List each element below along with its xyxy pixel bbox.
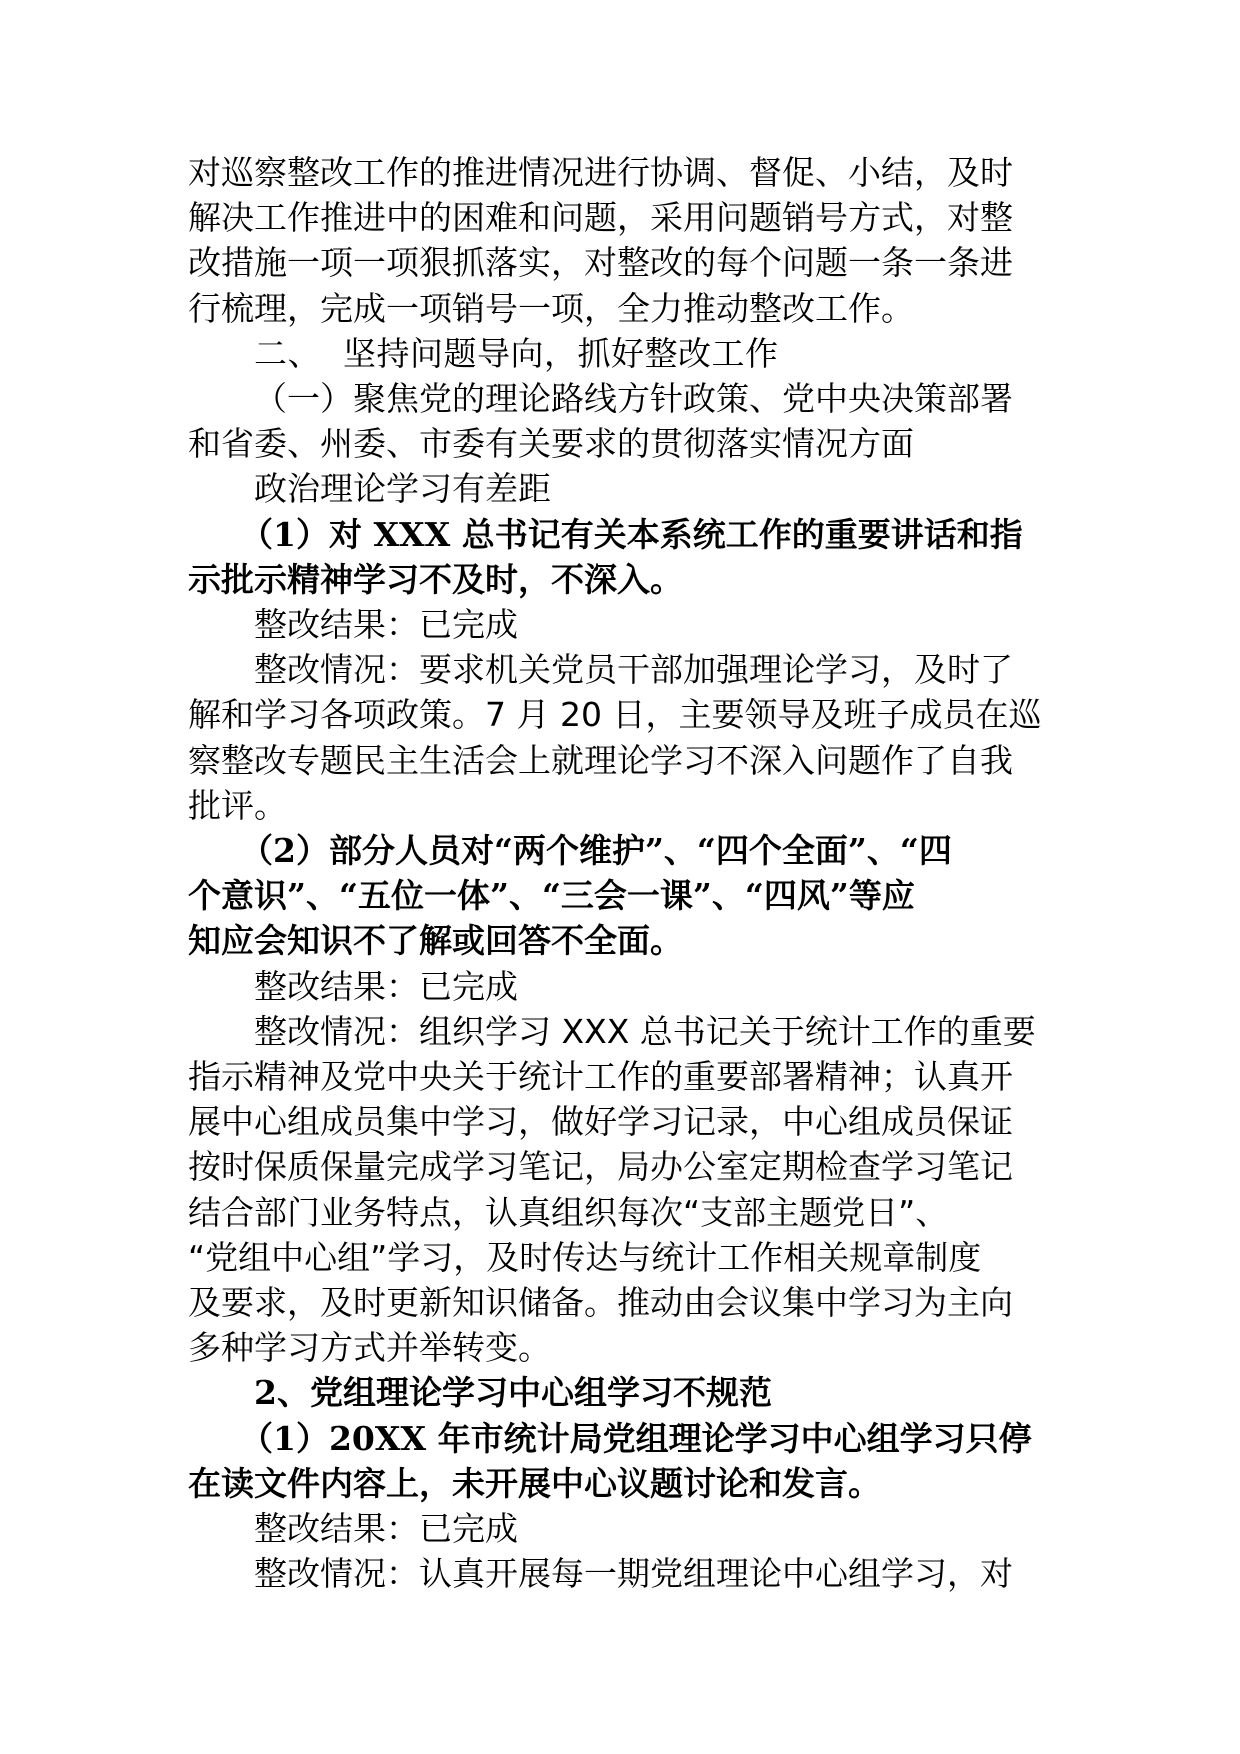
text-line: 知应会知识不了解或回答不全面。 [188, 921, 683, 961]
section-heading [188, 331, 1054, 376]
body-paragraph [188, 647, 1054, 828]
subsection-heading [188, 376, 1054, 466]
text-line: 整改结果：已完成 [254, 1509, 518, 1549]
text-line: 解和学习各项政策。7 月 20 日，主要领导及班子成员在巡 [188, 695, 1042, 735]
result-line [188, 602, 1054, 647]
issue-heading [188, 828, 1054, 964]
issue-heading [188, 1416, 1054, 1506]
text-line: 个意识”、“五位一体”、“三会一课”、“四风”等应 [188, 876, 915, 916]
text-line: 和省委、州委、市委有关要求的贯彻落实情况方面 [188, 424, 914, 464]
topic-heading [188, 1370, 1054, 1415]
text-line: “党组中心组”学习，及时传达与统计工作相关规章制度 [188, 1237, 982, 1277]
text-line: 展中心组成员集中学习，做好学习记录，中心组成员保证 [188, 1102, 1013, 1142]
text-line: 政治理论学习有差距 [254, 469, 551, 509]
text-line: 批评。 [188, 785, 287, 825]
text-line: 对巡察整改工作的推进情况进行协调、督促、小结，及时 [188, 153, 1013, 192]
text-line: 二、 坚持问题导向，抓好整改工作 [254, 333, 779, 373]
body-paragraph [188, 1009, 1054, 1371]
text-line: 及要求，及时更新知识储备。推动由会议集中学习为主向 [188, 1283, 1013, 1323]
text-line: （1）对 XXX 总书记有关本系统工作的重要讲话和指 [240, 514, 1023, 554]
text-line: 示批示精神学习不及时，不深入。 [188, 559, 683, 599]
text-line: 2、党组理论学习中心组学习不规范 [254, 1373, 772, 1413]
issue-heading [188, 512, 1054, 602]
text-line: 结合部门业务特点，认真组织每次“支部主题党日”、 [188, 1192, 949, 1232]
body-paragraph [188, 150, 1054, 331]
text-line: 察整改专题民主生活会上就理论学习不深入问题作了自我 [188, 740, 1013, 780]
text-line: 整改结果：已完成 [254, 605, 518, 645]
text-line: 改措施一项一项狠抓落实，对整改的每个问题一条一条进 [188, 243, 1013, 283]
text-line: （2）部分人员对“两个维护”、“四个全面”、“四 [240, 831, 952, 871]
text-line: 解决工作推进中的困难和问题，采用问题销号方式，对整 [188, 198, 1013, 238]
text-line: （一）聚焦党的理论路线方针政策、党中央决策部署 [254, 379, 1013, 419]
result-line [188, 1506, 1054, 1551]
text-line: 行梳理，完成一项销号一项，全力推动整改工作。 [188, 288, 914, 328]
text-line: 在读文件内容上，未开展中心议题讨论和发言。 [188, 1463, 881, 1503]
text-line: 按时保质保量完成学习笔记，局办公室定期检查学习笔记 [188, 1147, 1013, 1187]
text-line: 整改情况：认真开展每一期党组理论中心组学习，对 [254, 1554, 1013, 1594]
text-line: （1）20XX 年市统计局党组理论学习中心组学习只停 [240, 1418, 1032, 1458]
text-line: 整改情况：组织学习 XXX 总书记关于统计工作的重要 [254, 1011, 1036, 1051]
text-line: 整改情况：要求机关党员干部加强理论学习，及时了 [254, 650, 1013, 690]
text-line: 多种学习方式并举转变。 [188, 1328, 551, 1368]
body-paragraph [188, 1551, 1054, 1596]
result-line [188, 964, 1054, 1009]
text-line: 指示精神及党中央关于统计工作的重要部署精神；认真开 [188, 1057, 1013, 1097]
document-page [188, 150, 1054, 1597]
topic-line [188, 466, 1054, 511]
text-line: 整改结果：已完成 [254, 966, 518, 1006]
